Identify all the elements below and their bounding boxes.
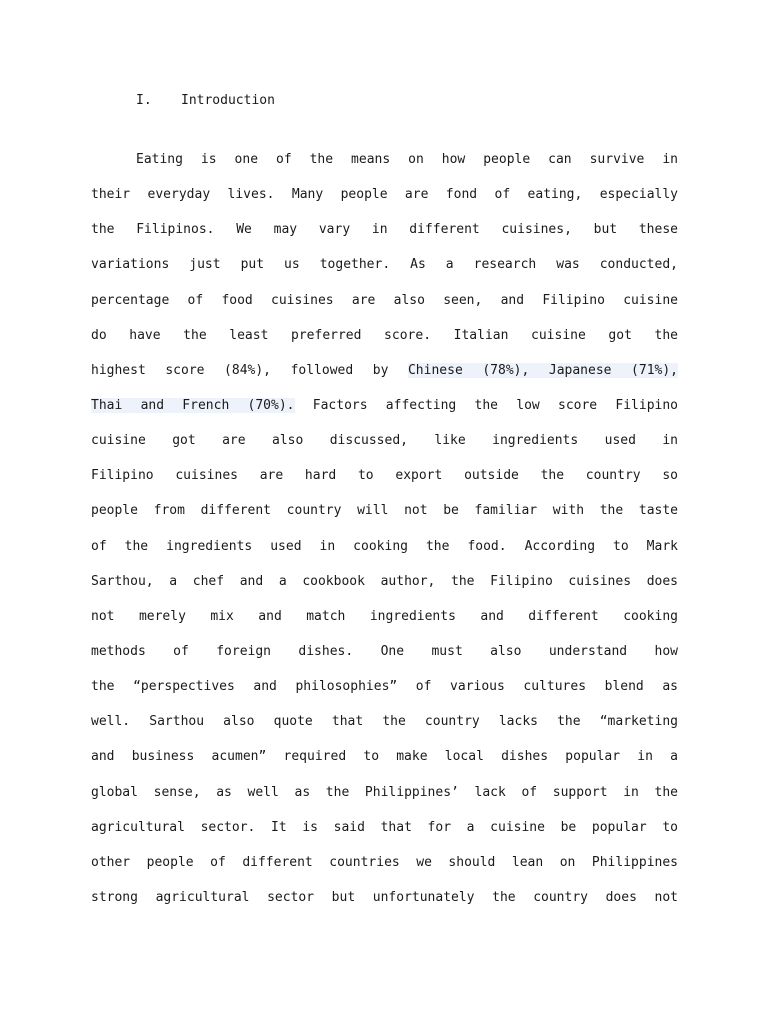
text-line: strong agricultural sector but unfortunately the country does not [91, 889, 678, 905]
text-segment: highest score (84%), followed by [91, 362, 408, 378]
body-text [91, 150, 678, 923]
text-line: their everyday lives. Many people are fond of eating, especially [91, 187, 678, 203]
text-line: do have the least preferred score. Italian cuisine got the [91, 327, 678, 343]
text-line: and business acumen” required to make local dishes popular in a [91, 749, 678, 765]
text-line: well. Sarthou also quote that the country lacks the “marketing [91, 714, 678, 730]
text-line: people from different country will not be familiar with the taste [91, 503, 678, 519]
text-line: other people of different countries we should lean on Philippines [91, 854, 678, 870]
text-line: of the ingredients used in cooking the food. According to Mark [91, 538, 678, 554]
text-line: global sense, as well as the Philippines’ lack of support in the [91, 784, 678, 800]
text-line: variations just put us together. As a research was conducted, [91, 257, 678, 273]
text-line: not merely mix and match ingredients and different cooking [91, 608, 678, 624]
text-line [91, 396, 678, 431]
section-number: I. [136, 93, 152, 108]
text-line: cuisine got are also discussed, like ingredients used in [91, 433, 678, 449]
text-line: agricultural sector. It is said that for a cuisine be popular to [91, 819, 678, 835]
text-line: methods of foreign dishes. One must also understand how [91, 643, 678, 659]
section-title: Introduction [181, 93, 275, 108]
text-line: the Filipinos. We may vary in different cuisines, but these [91, 222, 678, 238]
text-line [91, 361, 678, 396]
highlighted-text: Thai and French (70%). [91, 397, 295, 413]
text-line: Eating is one of the means on how people can survive in [136, 152, 678, 167]
text-line: Filipino cuisines are hard to export outside the country so [91, 468, 678, 484]
section-heading [136, 91, 275, 111]
text-line: percentage of food cuisines are also seen, and Filipino cuisine [91, 292, 678, 308]
highlighted-text: Chinese (78%), Japanese (71%), [407, 362, 678, 378]
text-line: the “perspectives and philosophies” of various cultures blend as [91, 679, 678, 695]
text-line: Sarthou, a chef and a cookbook author, the Filipino cuisines does [91, 573, 678, 589]
text-segment: Factors affecting the low score Filipino [294, 397, 678, 413]
